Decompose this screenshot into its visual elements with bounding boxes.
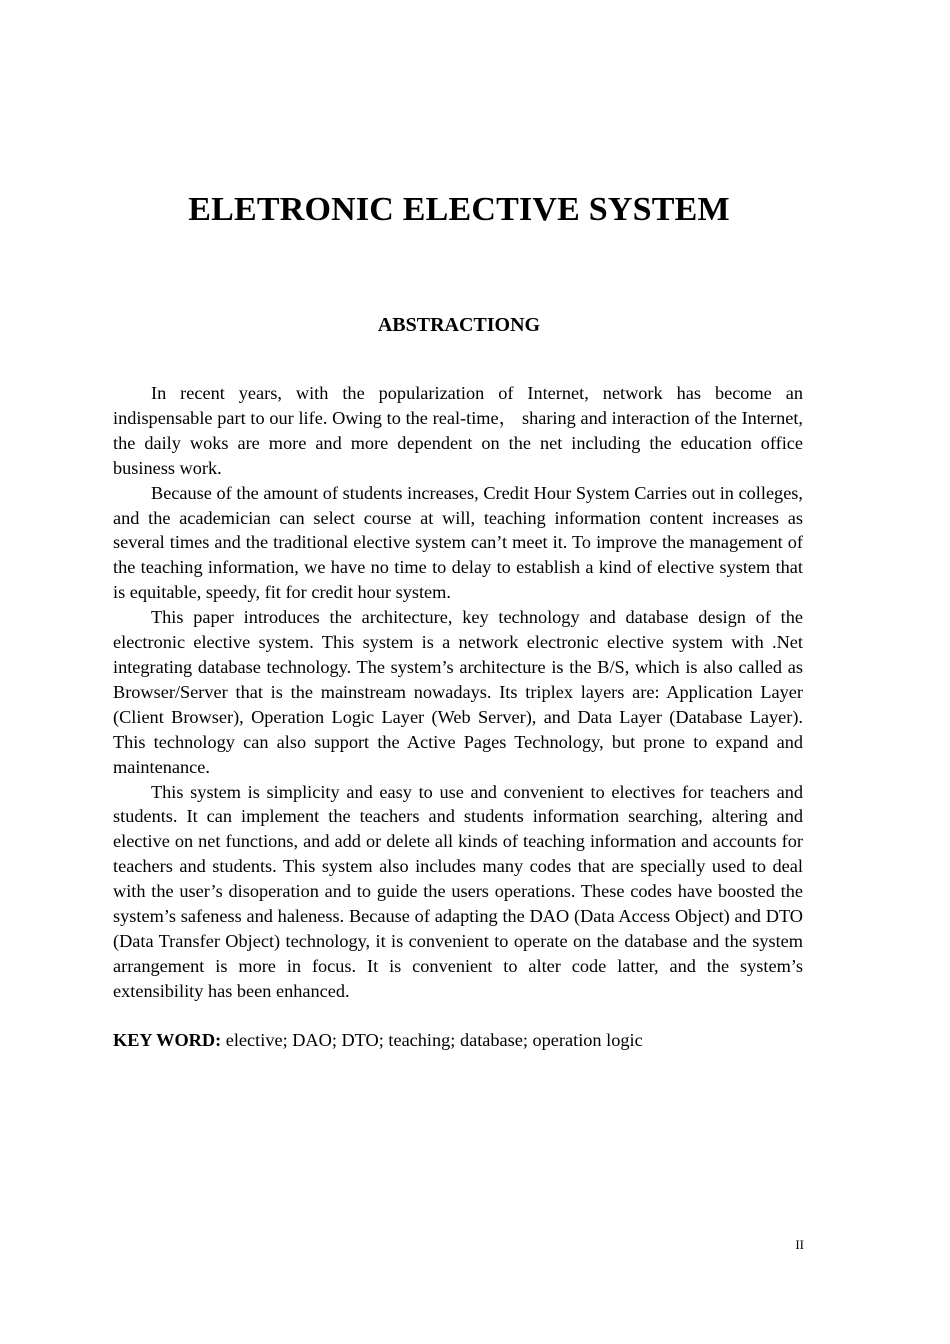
abstract-paragraph-2: Because of the amount of students increases, Credit Hour System Carries out in colleges, and the academician can select course at will, teaching information content increases as several times and the traditional elective system can’t meet it. To improve the management of the teaching information, we have no time to delay to establish a kind of elective system that is equitable, speedy, fit for credit hour system. xyxy=(113,482,803,603)
abstract-paragraph-1: In recent years, with the popularization of Internet, network has become an indispensable part to our life. Owing to the real-time， sharing and interaction of the Internet, the daily woks are more and more dependent on the net including the education office business work. xyxy=(113,383,803,478)
abstract-paragraph-3: This paper introduces the architecture, key technology and database design of the electronic elective system. This system is a network electronic elective system with .Net integrating database technology. The system’s architecture is the B/S, which is also called as Browser/Server that is the mainstream nowadays. Its triplex layers are: Application Layer (Client Browser), Operation Logic Layer (Web Server), and Data Layer (Database Layer). This technology can also support the Active Pages Technology, but prone to expand and maintenance. xyxy=(113,607,803,777)
keywords-line xyxy=(113,1028,803,1053)
abstract-body xyxy=(113,381,803,1004)
abstract-heading: ABSTRACTIONG xyxy=(377,314,541,336)
document-title: ELETRONIC ELECTIVE SYSTEM xyxy=(188,191,730,228)
keywords-label: KEY WORD: xyxy=(113,1030,222,1050)
page-number: II xyxy=(795,1237,804,1252)
abstract-paragraph-4: This system is simplicity and easy to use and convenient to electives for teachers and students. It can implement the teachers and students information searching, altering and elective on net functions, and add or delete all kinds of teaching information and accounts for teachers and students. This system also includes many codes that are specially used to deal with the user’s disoperation and to guide the users operations. These codes have boosted the system’s safeness and haleness. Because of adapting the DAO (Data Access Object) and DTO (Data Transfer Object) technology, it is convenient to operate on the database and the system arrangement is more in focus. It is convenient to alter code latter, and the system’s extensibility has been enhanced. xyxy=(113,781,803,1001)
keywords-text: elective; DAO; DTO; teaching; database; operation logic xyxy=(221,1030,643,1050)
